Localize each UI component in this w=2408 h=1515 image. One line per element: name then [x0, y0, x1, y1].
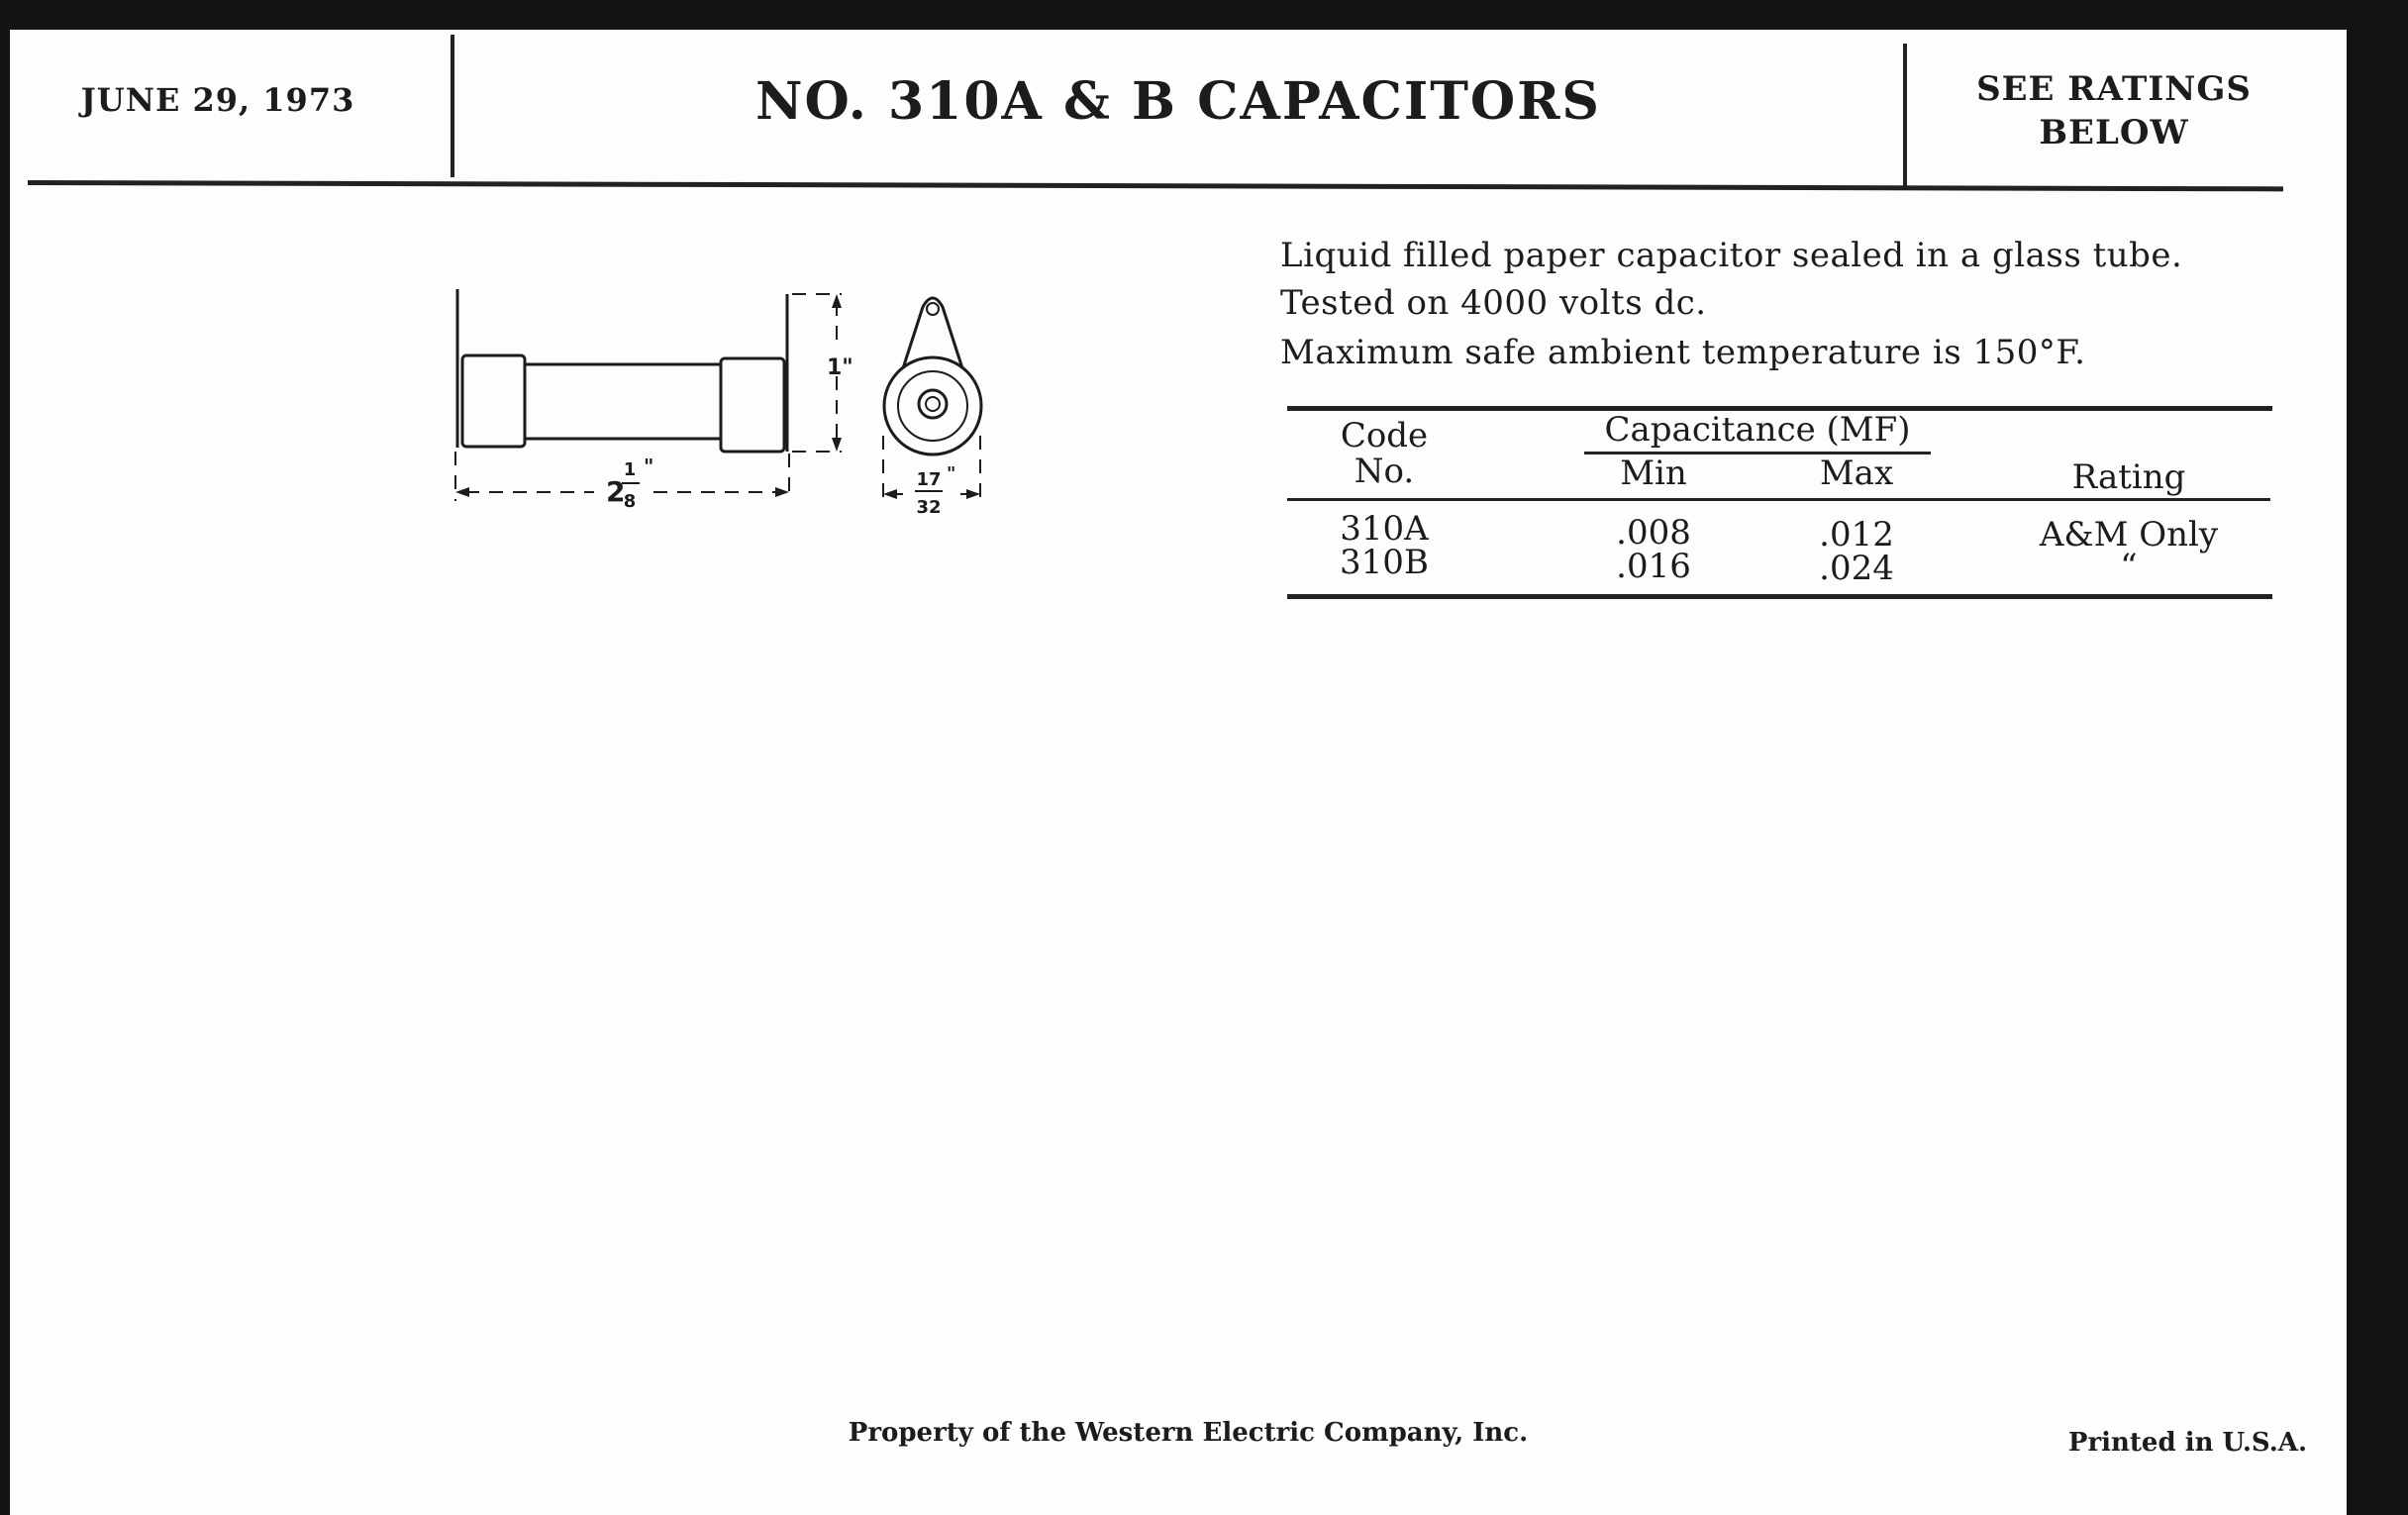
col-header-min: Min: [1620, 454, 1687, 493]
col-header-rating: Rating: [2071, 457, 2186, 497]
dia-inch-mark: ": [947, 463, 956, 484]
row-rating: “: [2120, 547, 2138, 586]
table-header-rule: [1287, 498, 2270, 501]
height-arrow-top: [832, 294, 842, 308]
row-code: 310B: [1340, 543, 1429, 582]
row-min: .008: [1616, 513, 1691, 553]
ratings-note-line1: SEE RATINGS: [1976, 69, 2252, 109]
row-max: .012: [1819, 515, 1894, 555]
col-header-code-1: Code: [1340, 416, 1429, 455]
length-den: 8: [623, 491, 637, 512]
dia-den: 32: [916, 497, 942, 518]
col-header-code-2: No.: [1354, 452, 1415, 491]
end-view-terminal-center: [926, 397, 940, 411]
height-label: 1": [827, 355, 853, 380]
col-header-capacitance: Capacitance (MF): [1604, 410, 1911, 450]
scan-edge: [2347, 0, 2408, 1515]
height-arrow-bottom: [832, 438, 842, 452]
ratings-note: [1906, 67, 2322, 154]
length-arrow-left: [455, 487, 469, 497]
left-end-cap: [462, 355, 525, 447]
length-inch-mark: ": [644, 454, 654, 478]
issue-date: JUNE 29, 1973: [80, 81, 355, 119]
right-end-cap: [721, 358, 784, 452]
length-whole: 2: [606, 475, 626, 508]
length-arrow-right: [775, 487, 789, 497]
footer-property: Property of the Western Electric Company, Inc.: [848, 1418, 1529, 1448]
description-line-2: Tested on 4000 volts dc.: [1280, 283, 1707, 323]
footer-printed: Printed in U.S.A.: [2067, 1428, 2307, 1458]
row-rating: A&M Only: [2039, 515, 2219, 555]
end-view-inner: [898, 371, 967, 441]
end-view-tab-hole: [927, 303, 939, 315]
table-bottom-rule: [1287, 594, 2272, 599]
description-line-3: Maximum safe ambient temperature is 150°F.: [1280, 333, 2086, 372]
dia-num: 17: [916, 469, 942, 490]
row-min: .016: [1616, 547, 1691, 586]
capacitor-drawing: [0, 0, 1089, 555]
col-header-max: Max: [1819, 454, 1894, 493]
end-view-terminal: [919, 390, 947, 418]
row-max: .024: [1819, 549, 1894, 588]
length-num: 1: [623, 459, 637, 480]
ratings-note-line2: BELOW: [2039, 113, 2189, 152]
page-title: NO. 310A & B CAPACITORS: [755, 71, 1601, 132]
row-code: 310A: [1340, 509, 1429, 549]
description-line-1: Liquid filled paper capacitor sealed in a glass tube.: [1280, 236, 2183, 275]
